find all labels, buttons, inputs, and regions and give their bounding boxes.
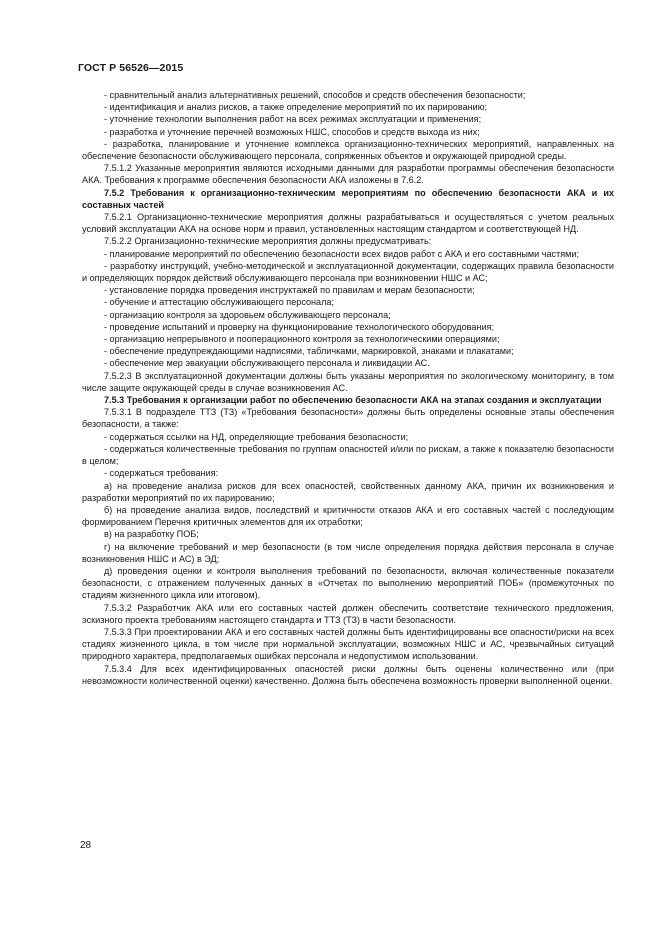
paragraph: - установление порядка проведения инструктажей по правилам и мерам безопасности;: [104, 285, 475, 296]
paragraph: в) на разработку ПОБ;: [104, 529, 199, 540]
paragraph: - идентификация и анализ рисков, а также определение мероприятий по их парированию;: [104, 102, 488, 113]
paragraph: - содержаться ссылки на НД, определяющие требования безопасности;: [104, 431, 409, 442]
paragraph: - разработка и уточнение перечней возможных НШС, способов и средств выхода из них;: [104, 126, 480, 137]
paragraph: а) на проведение анализа рисков для всех опасностей, свойственных данному АКА, причин их возникновения и разработки мероприятий по их парированию;: [82, 480, 614, 503]
paragraph: - уточнение технологии выполнения работ на всех режимах эксплуатации и применения;: [104, 114, 482, 125]
section-heading: 7.5.2 Требования к организационно-техническим мероприятиям по обеспечению безопасности АКА и их составных частей: [82, 187, 614, 210]
paragraph: - содержаться требования:: [104, 468, 219, 479]
paragraph: 7.5.2.3 В эксплуатационной документации должны быть указаны мероприятия по экологическому мониторингу, в том числе защите окружающей среды в случае возникновения АС.: [82, 370, 614, 393]
paragraph: - сравнительный анализ альтернативных решений, способов и средств обеспечения безопасности;: [104, 90, 526, 100]
section-heading: 7.5.3 Требования к организации работ по обеспечению безопасности АКА на этапах создания и эксплуатации: [104, 395, 602, 406]
paragraph: - обучение и аттестацию обслуживающего персонала;: [104, 297, 334, 308]
paragraph: б) на проведение анализа видов, последствий и критичности отказов АКА и его составных частей с последующим формированием Перечня критичных элементов для их отработки;: [82, 504, 614, 528]
paragraph: 7.5.3.2 Разработчик АКА или его составных частей должен обеспечить соответствие технического предложения, эскизного проекта требованиям настоящего стандарта и ТТЗ (ТЗ) в части безопасности.: [82, 602, 614, 625]
paragraph: - обеспечение предупреждающими надписями, табличками, маркировкой, знаками и плакатами;: [104, 346, 514, 357]
document-header: ГОСТ Р 56526—2015: [78, 62, 184, 74]
paragraph: 7.5.3.1 В подразделе ТТЗ (ТЗ) «Требования безопасности» должны быть определены основные этапы обеспечения безопасности, а также:: [82, 407, 614, 430]
paragraph: г) на включение требований и мер безопасности (в том числе определения порядка действия персонала в случае возникновения НШС и АС) в ЭД;: [82, 541, 614, 564]
paragraph: - планирование мероприятий по обеспечению безопасности всех видов работ с АКА и его составными частями;: [104, 248, 580, 259]
paragraph: 7.5.1.2 Указанные мероприятия являются исходными данными для разработки программы обеспечения безопасности АКА. Требования к программе обеспечения безопасности АКА изложены в 7.6.2.: [82, 163, 614, 186]
page-number: 28: [80, 840, 92, 851]
paragraph: - проведение испытаний и проверку на функционирование технологического оборудования;: [104, 321, 494, 332]
paragraph: - содержаться количественные требования по группам опасностей и/или по рискам, а также к показателю безопасности в целом;: [82, 443, 614, 467]
paragraph: 7.5.2.2 Организационно-технические мероприятия должны предусматривать:: [104, 236, 432, 247]
paragraph: - разработку инструкций, учебно-методической и эксплуатационной документации, содержащих правила безопасности и определяющих порядок действий обслуживающего персонала при возникновении НШС и АС;: [82, 260, 614, 284]
paragraph: - организацию контроля за здоровьем обслуживающего персонала;: [104, 309, 391, 320]
paragraph: 7.5.2.1 Организационно-технические мероприятия должны разрабатываться и осуществляться с учетом реальных условий эксплуатации АКА на основе норм и правил, установленных настоящим стандартом и соответствующей НД.: [82, 212, 614, 235]
paragraph: - разработка, планирование и уточнение комплекса организационно-технических мероприятий, направленных на обеспечение безопасности обслуживающего персонала, сопряженных объектов и окружающей природной среды.: [82, 138, 614, 162]
paragraph: д) проведения оценки и контроля выполнения требований по безопасности, включая количественные показатели безопасности, с отражением полученных данных в «Отчетах по выполнению мероприятий ПОБ» (промежуточных по стадиям жизненного цикла или итоговом).: [82, 565, 614, 601]
paragraph: 7.5.3.3 При проектировании АКА и его составных частей должны быть идентифицированы все опасности/риски на всех стадиях жизненного цикла, в том числе при нормальной эксплуатации, возможных НШС и АС, чрезвычайных ситуаций природного характера, предполагаемых ошибках персонала и недопустимом использовании.: [82, 626, 614, 662]
paragraph: - организацию непрерывного и пооперационного контроля за технологическими операциями;: [104, 334, 500, 345]
page-body: [82, 89, 614, 687]
paragraph: - обеспечение мер эвакуации обслуживающего персонала и ликвидации АС.: [104, 358, 430, 369]
paragraph: 7.5.3.4 Для всех идентифицированных опасностей риски должны быть оценены количественно или (при невозможности количественной оценки) качественно. Должна быть обеспечена возможность проверки выполненной оценки.: [82, 663, 614, 686]
